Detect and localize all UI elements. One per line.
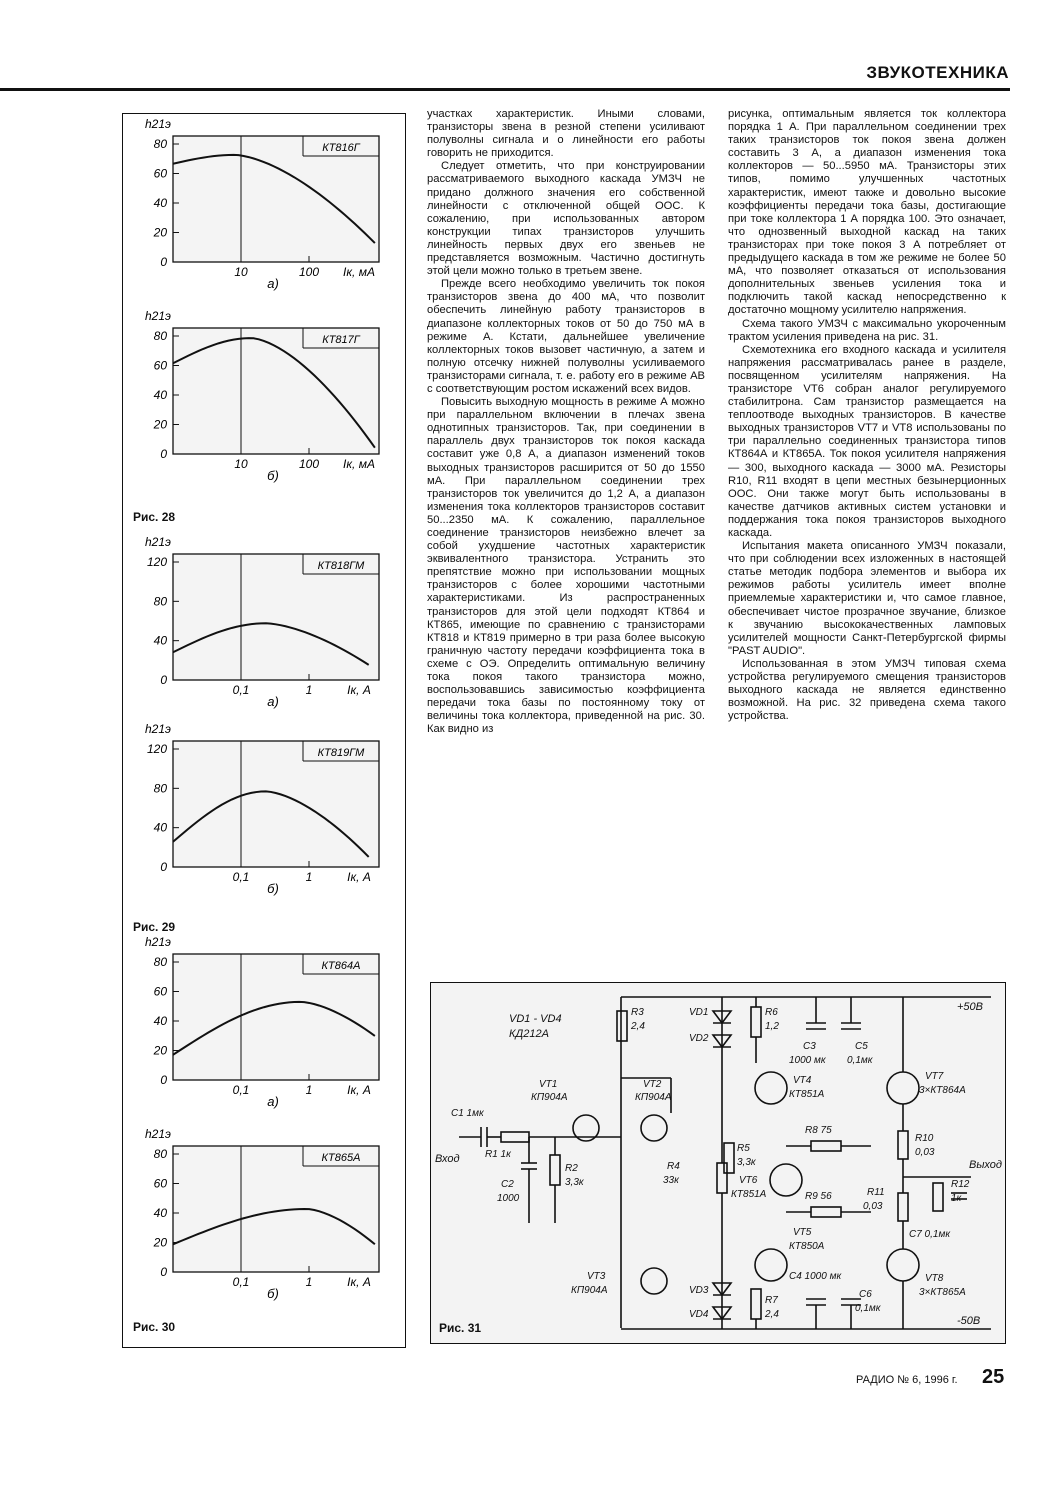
label-r3: R3 (631, 1007, 644, 1018)
label-c6: C6 (859, 1289, 872, 1300)
graph-kt816g (123, 114, 403, 289)
label-vd3: VD3 (689, 1285, 709, 1296)
subfigure-label: а) (267, 1094, 279, 1109)
label-vt1: VT1 (539, 1079, 558, 1090)
label-vt6-type: КТ851А (731, 1189, 767, 1200)
text-column-1 (427, 108, 705, 968)
label-r5: R5 (737, 1143, 750, 1154)
label-vt4: VT4 (793, 1075, 812, 1086)
model-label: КТ864А (321, 960, 361, 972)
label-c2: C2 (501, 1179, 514, 1190)
paragraph: Схемотехника его входного каскада и усилителя напряжения рассматривалась ранее в разделе, посвященном усилителям напряжения. На транзисторе VT6 собран аналог регулируемого стабилитрона. Сам транзистор размещается на теплоотводе выходных транзисторов. В качестве выходных транзисторов VT7 и VT8 использованы по три параллельно соединенных транзистора типов КТ864А и КТ865А. Ток покоя усилителя напряжения — 300, выходного каскада — 3000 мА. Резисторы R10, R11 входят в цепи местных безынерционных ООС. Они также могут быть использованы в качестве датчиков активных систем установки и поддержания тока покоя транзисторов выходного каскада. (728, 343, 1006, 539)
figure-caption-29: Рис. 29 (133, 920, 176, 934)
label-plus-rail: +50В (957, 1001, 983, 1013)
graph-kt818gm (123, 532, 403, 707)
label-vt5-type: КТ850А (789, 1241, 825, 1252)
figures-panel (122, 113, 406, 1348)
label-c5: C5 (855, 1041, 868, 1052)
graph-kt865a (123, 1124, 403, 1299)
figure-caption-31: Рис. 31 (439, 1321, 482, 1335)
x-tick-label: 100 (298, 265, 320, 279)
y-tick-label: 120 (146, 742, 167, 756)
label-r7: R7 (765, 1295, 778, 1306)
y-tick-label: 60 (153, 1176, 167, 1191)
label-vd1: VD1 (689, 1007, 709, 1018)
y-tick-label: 80 (153, 594, 167, 609)
label-vt3-type: КП904А (571, 1285, 608, 1296)
label-c3-value: 1000 мк (789, 1055, 826, 1066)
label-r9: R9 56 (805, 1191, 832, 1202)
label-r12-value: 1к (951, 1193, 962, 1204)
model-label: КТ816Г (322, 142, 360, 154)
y-tick-label: 0 (160, 447, 167, 461)
paragraph: участках характеристик. Иными словами, транзисторы звена в резной степени усиливают полуволны сигнала и о линейности его работы говорить не приходится. (427, 108, 705, 160)
x-tick-label: 10 (234, 457, 248, 471)
subfigure-label: б) (267, 881, 279, 896)
x-axis-label: Iк, А (347, 683, 371, 697)
paragraph: Повысить выходную мощность в режиме А можно при параллельном включении в плечах звена однотипных транзисторов. Так, при соединении в параллель двух транзисторов ток покоя каскада составит уже 0,8 А, а диапазон изменений токов выходных транзисторов расширится от 50 до 1550 мА. При параллельном соединении трех транзисторов ток увеличится до 1,2 А, а диапазон изменения тока коллекторов транзисторов составит 50...2350 мА. К сожалению, параллельное соединение транзисторов неизбежно влечет за собой ухудшение частотных характеристик эквивалентного транзистора. Устранить это препятствие можно при использовании мощных транзисторов с более хорошими частотными характеристиками. Из распространенных транзисторов для этой цели подходят КТ864 и КТ865, имеющие по сравнению с транзисторами КТ818 и КТ819 примерно в три раза более высокую граничную частоту передачи коэффициента тока в схеме с ОЭ. Определить оптимальную величину тока покоя такого транзистора можно, воспользовавшись зависимостью коэффициента передачи тока базы по постоянному току от величины тока коллектора, приведенной на рис. 30. Как видно из (427, 396, 705, 736)
x-tick-label: 1 (305, 1083, 313, 1097)
label-r11: R11 (867, 1187, 885, 1198)
x-axis-label: Iк, мА (343, 457, 375, 471)
label-c5-value: 0,1мк (847, 1055, 873, 1066)
plot-frame (173, 136, 379, 262)
y-tick-label: 20 (153, 1235, 167, 1250)
label-r11-value: 0,03 (863, 1201, 883, 1212)
paragraph: Схема такого УМЗЧ с максимально укороченным трактом усиления приведена на рис. 31. (728, 317, 1006, 343)
label-vt5: VT5 (793, 1227, 812, 1238)
label-r10-value: 0,03 (915, 1147, 935, 1158)
y-tick-label: 0 (160, 860, 167, 874)
label-r12: R12 (951, 1179, 970, 1190)
y-tick-label: 80 (153, 329, 167, 343)
x-tick-label: 1 (305, 683, 313, 697)
x-tick-label: 0,1 (232, 683, 250, 697)
label-c3: C3 (803, 1041, 816, 1052)
label-vd-group: VD1 - VD4 (509, 1013, 562, 1025)
y-tick-label: 40 (153, 1206, 167, 1220)
label-minus-rail: -50В (957, 1315, 981, 1327)
y-tick-label: 60 (153, 358, 167, 373)
label-r10: R10 (915, 1133, 934, 1144)
y-tick-label: 40 (153, 633, 167, 648)
x-tick-label: 1 (305, 870, 313, 884)
y-tick-label: 60 (153, 166, 167, 181)
x-axis-label: Iк, А (347, 1083, 371, 1097)
label-vt8-type: 3×КТ865А (919, 1287, 966, 1298)
label-output: Выход (969, 1159, 1003, 1171)
y-tick-label: 0 (160, 673, 167, 687)
y-tick-label: 40 (153, 196, 167, 210)
x-axis-label: Iк, А (347, 870, 371, 884)
y-tick-label: 80 (153, 137, 167, 151)
label-vd4: VD4 (689, 1309, 709, 1320)
y-tick-label: 40 (153, 1014, 167, 1028)
paragraph: Следует отметить, что при конструировании рассматриваемого выходного каскада УМЗЧ не придано должного значения его собственной линейности с отключенной общей ООС. К сожалению, при использованных автором конструкции типах транзисторов улучшить линейность первых двух его звеньев не представляется возможным. Частично достигнуть этой цели можно только в третьем звене. (427, 160, 705, 278)
section-title: ЗВУКОТЕХНИКА (866, 63, 1009, 82)
subfigure-label: а) (267, 276, 279, 291)
y-axis-label: h21э (145, 117, 171, 131)
page-number: 25 (982, 1366, 1005, 1388)
x-tick-label: 1 (305, 1275, 313, 1289)
y-tick-label: 80 (153, 955, 167, 969)
label-r2: R2 (565, 1163, 578, 1174)
label-r1: R1 1к (485, 1149, 511, 1160)
label-vt2: VT2 (643, 1079, 662, 1090)
label-c4: C4 1000 мк (789, 1271, 842, 1282)
model-label: КТ865А (321, 1152, 361, 1164)
paragraph: Испытания макета описанного УМЗЧ показали, что при соблюдении всех изложенных в настоящей статье методик подбора элементов и выбора их режимов работы усилитель имеет вполне приемлемые характеристики и, что самое главное, обеспечивает чистое прозрачное звучание, близкое к звучанию высококачественных ламповых усилителей мощности Санкт-Петербургской фирмы "PAST AUDIO". (728, 540, 1006, 657)
y-axis-label: h21э (145, 309, 171, 323)
y-tick-label: 0 (160, 1265, 167, 1279)
y-axis-label: h21э (145, 1127, 171, 1141)
plot-frame (173, 741, 379, 867)
subfigure-label: б) (267, 1286, 279, 1301)
schematic-fig31 (430, 982, 1006, 1344)
graph-svg (123, 932, 403, 1109)
label-vt4-type: КТ851А (789, 1089, 825, 1100)
y-tick-label: 120 (146, 555, 167, 569)
graph-svg (123, 719, 403, 896)
graph-svg (123, 532, 403, 709)
subfigure-label: б) (267, 468, 279, 483)
figure-caption-28: Рис. 28 (133, 510, 176, 524)
y-tick-label: 40 (153, 388, 167, 402)
model-label: КТ819ГМ (317, 747, 365, 759)
graph-kt819gm (123, 719, 403, 894)
y-tick-label: 0 (160, 255, 167, 269)
x-tick-label: 100 (298, 457, 320, 471)
label-vt3: VT3 (587, 1271, 606, 1282)
x-tick-label: 0,1 (232, 870, 250, 884)
y-tick-label: 0 (160, 1073, 167, 1087)
y-axis-label: h21э (145, 935, 171, 949)
label-r4-value: 33к (663, 1175, 679, 1186)
label-vt6: VT6 (739, 1175, 758, 1186)
label-c7: C7 0,1мк (909, 1229, 951, 1240)
footer-source: РАДИО № 6, 1996 г. (856, 1374, 958, 1386)
subfigure-label: а) (267, 694, 279, 709)
y-axis-label: h21э (145, 535, 171, 549)
y-tick-label: 60 (153, 984, 167, 999)
label-r3-value: 2,4 (631, 1021, 645, 1032)
label-vt2-type: КП904А (635, 1092, 672, 1103)
label-r8: R8 75 (805, 1125, 832, 1136)
label-vt8: VT8 (925, 1273, 944, 1284)
plot-frame (173, 954, 379, 1080)
y-tick-label: 40 (153, 820, 167, 835)
header-rule (0, 88, 1010, 91)
label-r6-value: 1,2 (765, 1021, 779, 1032)
label-vt1-type: КП904А (531, 1092, 568, 1103)
paragraph: рисунка, оптимальным является ток коллектора порядка 1 А. При параллельном соединении трех таких транзисторов ток покоя звена должен составить 3 А, а диапазон изменения тока коллекторов — 50...5950 мА. Транзисторы этих типов, помимо улучшенных частотных характеристик, имеют также и довольно высокие коэффициенты передачи тока базы, достигающие при токе коллектора 1 А порядка 100. Это означает, что однозвенный выходной каскад на таких транзисторах при токе покоя 3 А потребляет от предыдущего каскада в том же режиме не более 50 мА, что позволяет отказаться от использования дополнительных звеньев усиления тока и подключить такой каскад непосредственно к достаточно мощному усилителю напряжения. (728, 108, 1006, 317)
label-vt7-type: 3×КТ864А (919, 1085, 966, 1096)
label-vd-type: КД212А (509, 1028, 549, 1040)
graph-kt864a (123, 932, 403, 1107)
label-input: Вход (435, 1153, 460, 1165)
graph-svg (123, 114, 403, 291)
x-tick-label: 0,1 (232, 1083, 250, 1097)
y-tick-label: 80 (153, 781, 167, 796)
x-axis-label: Iк, А (347, 1275, 371, 1289)
label-vt7: VT7 (925, 1071, 944, 1082)
plot-frame (173, 554, 379, 680)
label-c2-value: 1000 (497, 1193, 520, 1204)
model-label: КТ818ГМ (317, 560, 365, 572)
x-tick-label: 10 (234, 265, 248, 279)
label-r7-value: 2,4 (765, 1309, 779, 1320)
text-column-2 (728, 108, 1006, 968)
label-r4: R4 (667, 1161, 680, 1172)
label-r2-value: 3,3к (565, 1177, 584, 1188)
paragraph: Использованная в этом УМЗЧ типовая схема устройства регулируемого смещения транзисторов выходного каскада не является единственно возможной. На рис. 32 приведена схема такого устройства. (728, 657, 1006, 723)
graph-kt817g (123, 306, 403, 481)
y-tick-label: 20 (153, 417, 167, 432)
x-axis-label: Iк, мА (343, 265, 375, 279)
y-tick-label: 20 (153, 225, 167, 240)
paragraph: Прежде всего необходимо увеличить ток покоя транзисторов звена до 400 мА, что позволит обеспечить линейную работу транзисторов в диапазоне коллекторных токов от 50 до 750 мА в режиме А. Кстати, дальнейшее увеличение коллекторных токов вызовет частичную, а затем и полную отсечку нижней полуволны усиливаемого транзисторами сигнала, т. е. работу его в режиме АВ с соответствующим ростом искажений всех видов. (427, 278, 705, 395)
label-c1: C1 1мк (451, 1108, 484, 1119)
label-vd2: VD2 (689, 1033, 709, 1044)
label-c6-value: 0,1мк (855, 1303, 881, 1314)
graph-svg (123, 306, 403, 483)
y-axis-label: h21э (145, 722, 171, 736)
figure-caption-30: Рис. 30 (133, 1320, 176, 1334)
plot-frame (173, 1146, 379, 1272)
y-tick-label: 20 (153, 1043, 167, 1058)
y-tick-label: 80 (153, 1147, 167, 1161)
graph-svg (123, 1124, 403, 1301)
x-tick-label: 0,1 (232, 1275, 250, 1289)
model-label: КТ817Г (322, 334, 360, 346)
label-r5-value: 3,3к (737, 1157, 756, 1168)
label-r6: R6 (765, 1007, 778, 1018)
